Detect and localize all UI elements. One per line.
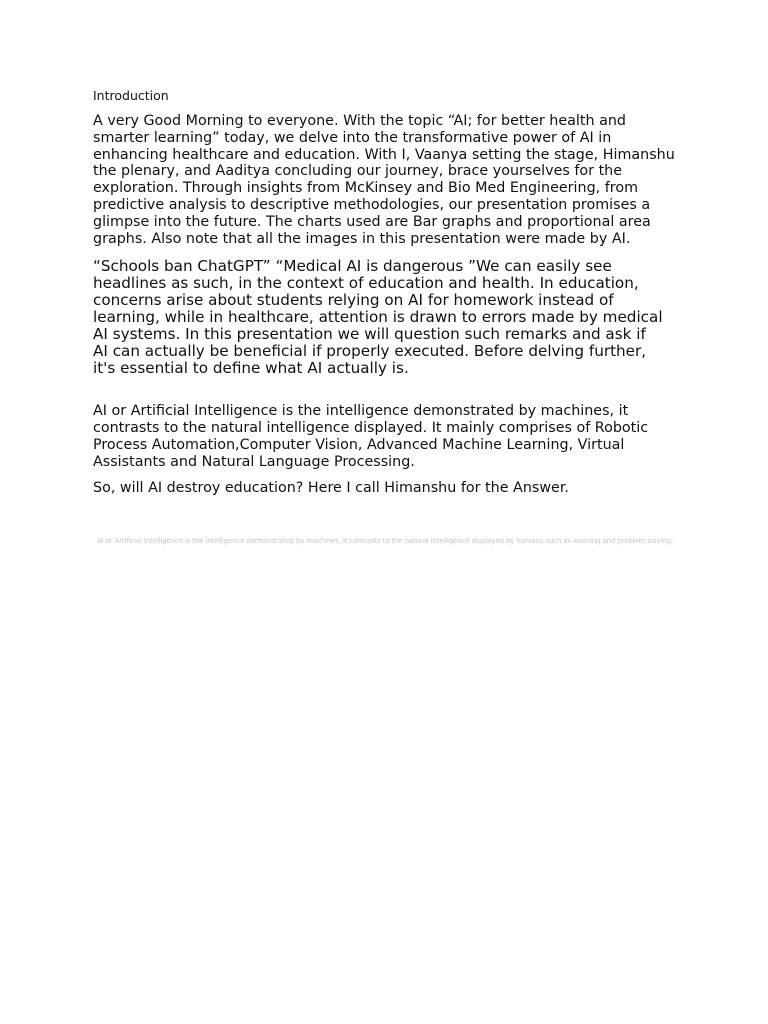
- paragraph-line: AI systems. In this presentation we will question such remarks and ask if: [93, 325, 646, 343]
- intro-paragraph: [93, 113, 693, 247]
- paragraph-line: Assistants and Natural Language Processing.: [93, 453, 415, 470]
- paragraph-line: “Schools ban ChatGPT” “Medical AI is dangerous ”We can easily see: [93, 257, 612, 275]
- paragraph-line: exploration. Through insights from McKinsey and Bio Med Engineering, from: [93, 180, 639, 197]
- paragraph-line: smarter learning” today, we delve into the transformative power of AI in: [93, 129, 612, 146]
- paragraph-line: learning, while in healthcare, attention is drawn to errors made by medical: [93, 308, 663, 326]
- definition-paragraph: [93, 403, 693, 471]
- paragraph-line: glimpse into the future. The charts used are Bar graphs and proportional area: [93, 213, 651, 230]
- paragraph-line: predictive analysis to descriptive methodologies, our presentation promises a: [93, 196, 651, 213]
- paragraph-line: concerns arise about students relying on AI for homework instead of: [93, 291, 614, 309]
- paragraph-line: headlines as such, in the context of education and health. In education,: [93, 274, 639, 292]
- paragraph-line: contrasts to the natural intelligence displayed. It mainly comprises of Robotic: [93, 419, 649, 436]
- paragraph-line: graphs. Also note that all the images in this presentation were made by AI.: [93, 230, 631, 247]
- paragraph-line: Process Automation,Computer Vision, Advanced Machine Learning, Virtual: [93, 436, 625, 453]
- paragraph-line: the plenary, and Aaditya concluding our journey, brace yourselves for the: [93, 163, 623, 180]
- paragraph-line: A very Good Morning to everyone. With the topic “AI; for better health and: [93, 113, 627, 129]
- paragraph-line: AI can actually be beneficial if properly executed. Before delving further,: [93, 342, 647, 360]
- section-heading: Introduction: [93, 88, 169, 103]
- paragraph-line: So, will AI destroy education? Here I call Himanshu for the Answer.: [93, 480, 569, 496]
- closing-paragraph: [93, 480, 693, 497]
- paragraph-line: it's essential to define what AI actually is.: [93, 359, 409, 377]
- paragraph-line: AI or Artificial Intelligence is the intelligence demonstrated by machines, it: [93, 403, 629, 419]
- headlines-paragraph: [93, 258, 693, 377]
- faint-caption: AI or Artificial Intelligence is the intelligence demonstrated by machines, it contrasts to the natural intelligence displayed by humans such as learning and problem solving.: [97, 537, 674, 545]
- paragraph-line: enhancing healthcare and education. With I, Vaanya setting the stage, Himanshu: [93, 146, 675, 163]
